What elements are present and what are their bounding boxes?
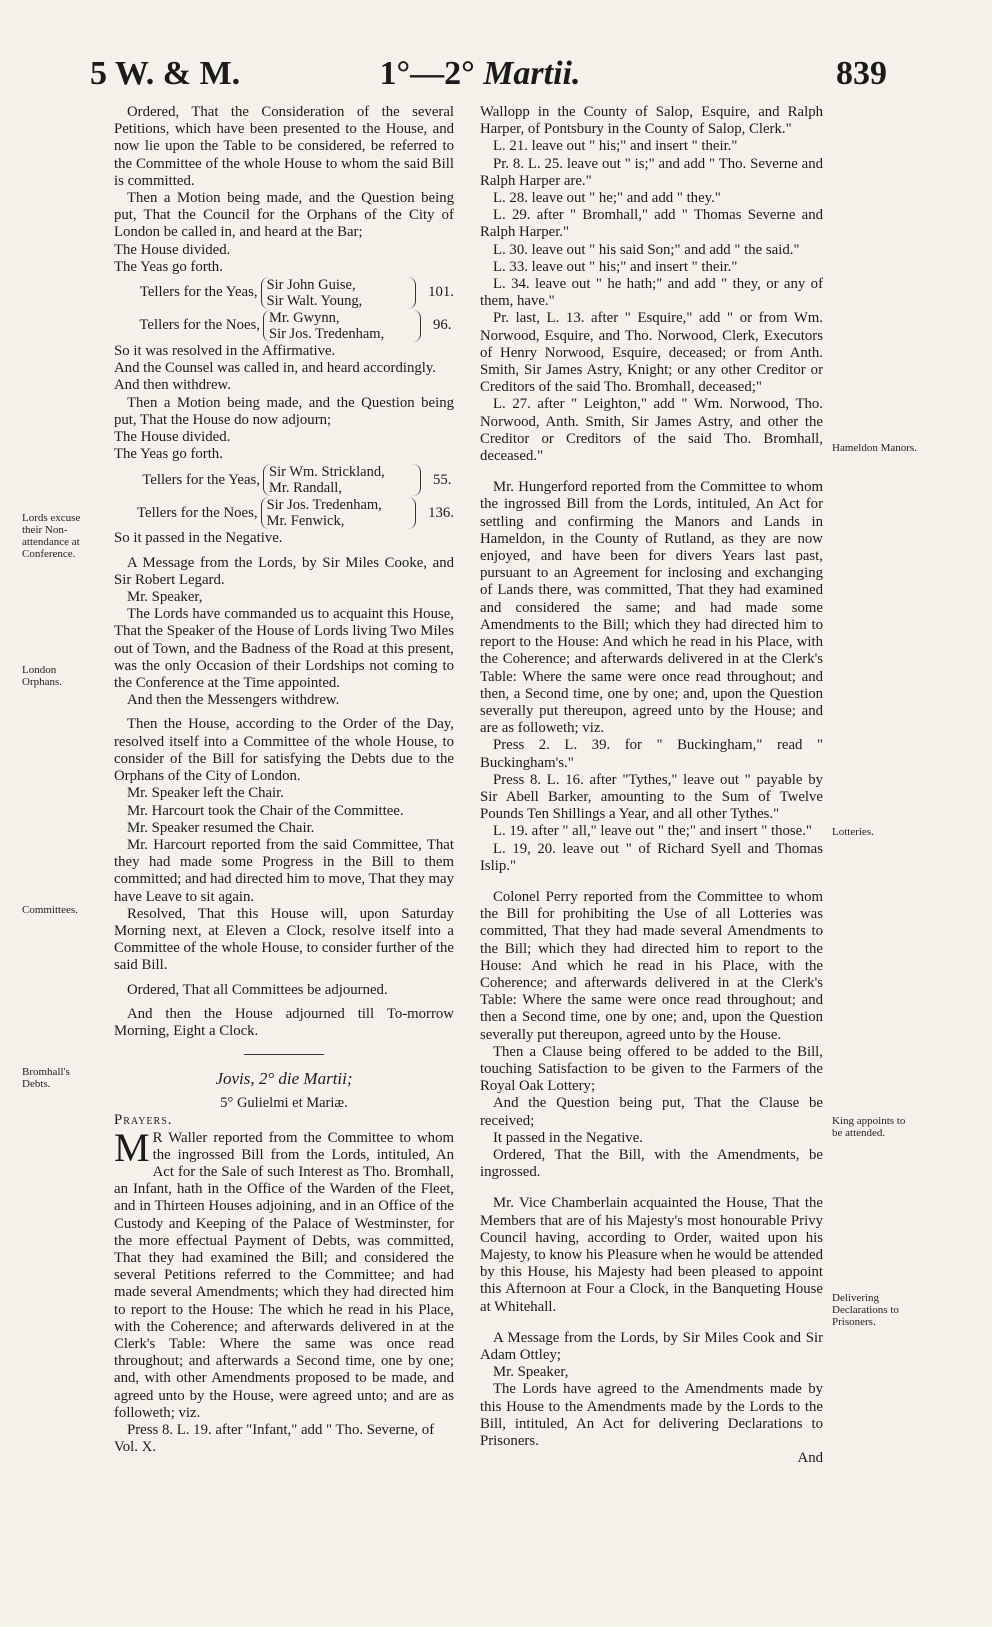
paragraph: Mr. Speaker resumed the Chair. [127, 819, 315, 836]
salutation: Mr. Speaker, [493, 1364, 569, 1381]
tellers-noes [120, 497, 454, 529]
amendment: Press 2. L. 39. for " Buckingham," read " Buckingham's." [480, 737, 823, 771]
paragraph: Mr. Hungerford reported from the Committee to whom the ingrossed Bill from the Lords, intituled, An Act for settling and confirming the Manors and Lands in Hameldon, in the County of Rutland, as they are now enjoyed, and have been for divers Years last past, pursuant to an Agreement for inclosing and exchanging of Lands there, was committed, That they had examined and considered the same; and had made some Amendments to the Bill; which they had directed him to report to the House: And which he read in his Place, with the Coherence; and afterwards delivered in at the Clerk's Table: Where the same were once read throughout; and then, a Second time, one by one; and, upon the Question severally put thereupon, agreed unto by the House; and are as followeth; viz. [480, 479, 823, 737]
amendment: L. 27. after " Leighton," add " Wm. Norwood, Tho. Norwood, Anth. Smith, Sir James Astry, and other the Creditor or Creditors of the said Tho. Bromhall, deceased." [480, 396, 823, 465]
regnal-year: 5 W. & M. [90, 55, 241, 92]
paragraph: A Message from the Lords, by Sir Miles Cooke, and Sir Robert Legard. [114, 554, 454, 588]
paragraph: Colonel Perry reported from the Committee to whom the Bill for prohibiting the Use of all Lotteries was committed, That they had made several Amendments to the Bill; which they had directed him to report to the House: And which he read in his Place, with the Coherence; and afterwards delivered in at the Clerk's Table: Where the same were once read throughout; and then a Second time, one by one; and, upon the Question severally put thereupon, agreed unto by the House. [480, 888, 823, 1043]
margin-note-london-orphans: London Orphans. [22, 664, 63, 688]
teller-name: Mr. Randall, [269, 480, 342, 497]
paragraph: Wallopp in the County of Salop, Esquire, and Ralph Harper, of Pontsbury in the County of Salop, Clerk." [480, 104, 823, 138]
amendment: Pr. last, L. 13. after " Esquire," add " or from Wm. Norwood, Esquire, and Tho. Norwood, Clerk, Executors of Henry Norwood, Esquire, deceased; or from Anth. Smith, Sir James Astry, Knight; or any other Creditor or Creditors of the said Tho. Bromhall, deceased;" [480, 310, 823, 396]
division: The House divided. [114, 429, 231, 446]
teller-name: Mr. Fenwick, [266, 513, 345, 530]
reign-heading: 5° Gulielmi et Mariæ. [220, 1095, 348, 1112]
paragraph [114, 1124, 454, 1422]
amendment: L. 21. leave out " his;" and insert " their." [493, 138, 738, 155]
amendment: L. 29. after " Bromhall," add " Thomas Severne and Ralph Harper." [480, 207, 823, 241]
teller-name: Sir John Guise, [266, 277, 356, 294]
margin-note-lotteries: Lotteries. [832, 826, 874, 838]
paragraph: Then a Motion being made, and the Question being put, That the Council for the Orphans of the City of London be called in, and heard at the Bar; [114, 190, 454, 241]
paragraph: And then the Messengers withdrew. [127, 692, 340, 709]
section-rule [244, 1054, 324, 1055]
paragraph: Press 8. L. 19. after "Infant," add " Tho. Severne, of [127, 1422, 435, 1438]
amendment: L. 28. leave out " he;" and add " they." [493, 190, 721, 207]
amendment: L. 34. leave out " he hath;" and add " they, or any of them, have." [480, 276, 823, 310]
margin-note-king: King appoints to be attended. [832, 1115, 906, 1139]
paragraph: A Message from the Lords, by Sir Miles Cook and Sir Adam Ottley; [480, 1329, 823, 1364]
amendment: L. 30. leave out " his said Son;" and add " the said." [493, 241, 800, 258]
paragraph: The Lords have agreed to the Amendments made by this House to the Amendments made by the Lords to the Bill, intituled, An Act for delivering Declarations to Prisoners. [480, 1381, 823, 1450]
margin-note-delivering: Delivering Declarations to Prisoners. [832, 1292, 899, 1328]
paragraph: The Lords have commanded us to acquaint this House, That the Speaker of the House of Lords living Two Miles out of Town, and the Badness of the Road at this present, was the only Occasion of their Lordships not coming to the Conference at the Time appointed. [114, 606, 454, 692]
prayers: Prayers. [114, 1112, 173, 1129]
paragraph: Mr. Speaker left the Chair. [127, 785, 284, 802]
division: The House divided. [114, 241, 231, 258]
volume-signature: Vol. X. [114, 1439, 157, 1456]
day-heading: Jovis, 2° die Martii; [215, 1069, 353, 1089]
margin-note-bromhall: Bromhall's Debts. [22, 1066, 70, 1090]
teller-name: Sir Wm. Strickland, [269, 464, 385, 481]
catchword: And [797, 1450, 823, 1467]
margin-note-lords-excuse: Lords excuse their Non-attendance at Conference. [22, 512, 81, 560]
teller-name: Sir Jos. Tredenham, [269, 326, 385, 343]
vote-count: 101. [428, 284, 454, 301]
paragraph: And then the House adjourned till To-morrow Morning, Eight a Clock. [114, 1005, 454, 1039]
margin-note-committees: Committees. [22, 904, 78, 916]
vote-count: 96. [433, 317, 452, 334]
paragraph: And then withdrew. [114, 377, 231, 394]
amendment: L. 19, 20. leave out " of Richard Syell and Thomas Islip." [480, 840, 823, 874]
right-column [480, 104, 823, 1467]
amendment: L. 33. leave out " his;" and insert " their." [493, 258, 738, 275]
paragraph: Then the House, according to the Order of the Day, resolved itself into a Committee of the whole House, to consider of the Bill for satisfying the Debts due to the Orphans of the City of London. [114, 716, 454, 785]
paragraph: Ordered, That the Bill, with the Amendments, be ingrossed. [480, 1146, 823, 1181]
salutation: Mr. Speaker, [127, 589, 203, 606]
running-dates [360, 54, 600, 94]
month: Martii. [483, 55, 581, 92]
paragraph: Then a Motion being made, and the Question being put, That the House do now adjourn; [114, 394, 454, 428]
paragraph: Mr. Harcourt took the Chair of the Committee. [127, 802, 404, 819]
teller-names [261, 497, 417, 529]
drop-cap: M [114, 1124, 150, 1170]
teller-names [263, 310, 421, 342]
teller-name: Sir Jos. Tredenham, [266, 497, 382, 514]
paragraph: Resolved, That this House will, upon Saturday Morning next, at Eleven a Clock, resolve itself into a Committee of the whole House, to consider further of the said Bill. [114, 905, 454, 974]
paragraph: Then a Clause being offered to be added to the Bill, touching Satisfaction to be given to the Farmers of the Royal Oak Lottery; [480, 1043, 823, 1095]
teller-label: Tellers for the Noes, [139, 317, 260, 334]
paragraph: Mr. Harcourt reported from the said Committee, That they had made some Progress in the Bill to them committed; and had directed him to move, That they may have Leave to sit again. [114, 836, 454, 905]
teller-label: Tellers for the Noes, [137, 504, 258, 521]
teller-name: Mr. Gwynn, [269, 310, 340, 327]
vote-count: 136. [428, 504, 454, 521]
left-column [114, 104, 454, 1456]
tellers-noes [120, 310, 454, 342]
vote-count: 55. [433, 471, 452, 488]
date-range: 1°—2° [379, 55, 475, 92]
teller-label: Tellers for the Yeas, [142, 471, 260, 488]
tellers-yeas [120, 277, 454, 309]
paragraph: Ordered, That all Committees be adjourned. [127, 981, 388, 998]
page-number: 839 [836, 55, 887, 92]
paragraph: It passed in the Negative. [493, 1129, 643, 1146]
amendment: Press 8. L. 16. after "Tythes," leave out " payable by Sir Abell Barker, amounting to the Sum of Twelve Pounds Ten Shillings a Year, and all other Tythes." [480, 771, 823, 823]
amendment: Pr. 8. L. 25. leave out " is;" and add " Tho. Severne and Ralph Harper are." [480, 155, 823, 189]
teller-name: Sir Walt. Young, [266, 293, 363, 310]
result: So it was resolved in the Affirmative. [114, 343, 336, 360]
paragraph-text: R Waller reported from the Committee to whom the ingrossed Bill from the Lords, intituled, An Act for the Sale of such Interest as Tho. Bromhall, an Infant, hath in the Office of the Warden of the Fleet, and in Thirteen Houses adjoining, and in an Office of the Custody and Keeping of the Palace of Westminster, for the more effectual Payment of Debts, was committed, That they had examined the Bill; and considered the several Petitions referred to the Committee; and had made several Amendments; which they had directed him to report to the House: The which he read in his Place, with the Coherence; and afterwards delivered in at the Clerk's Table: Where the same was once read throughout; and afterwards a Second time, one by one; and, with other Amendments proposed to be made, and agreed unto by the House, were agreed unto; and are as followeth; viz. [114, 1129, 454, 1421]
tellers-yeas [120, 464, 454, 496]
margin-note-hameldon: Hameldon Manors. [832, 442, 917, 454]
paragraph: Mr. Vice Chamberlain acquainted the House, That the Members that are of his Majesty's most honourable Privy Council having, according to Order, waited upon his Majesty, to know his Pleasure when he would be attended by this House, his Majesty had been pleased to appoint this Afternoon at Four a Clock, in the Banqueting House at Whitehall. [480, 1195, 823, 1315]
result: So it passed in the Negative. [114, 530, 283, 547]
teller-label: Tellers for the Yeas, [139, 284, 258, 301]
teller-names [261, 277, 417, 309]
paragraph: And the Question being put, That the Clause be received; [480, 1095, 823, 1129]
teller-names [263, 464, 421, 496]
yeas: The Yeas go forth. [114, 446, 223, 463]
paragraph: And the Counsel was called in, and heard accordingly. [114, 360, 437, 377]
amendment: L. 19. after " all," leave out " the;" and insert " those." [493, 823, 812, 840]
yeas: The Yeas go forth. [114, 258, 223, 275]
paragraph: Ordered, That the Consideration of the several Petitions, which have been presented to the House, and now lie upon the Table to be considered, be referred to the Committee of the whole House to whom the said Bill is committed. [114, 104, 454, 189]
